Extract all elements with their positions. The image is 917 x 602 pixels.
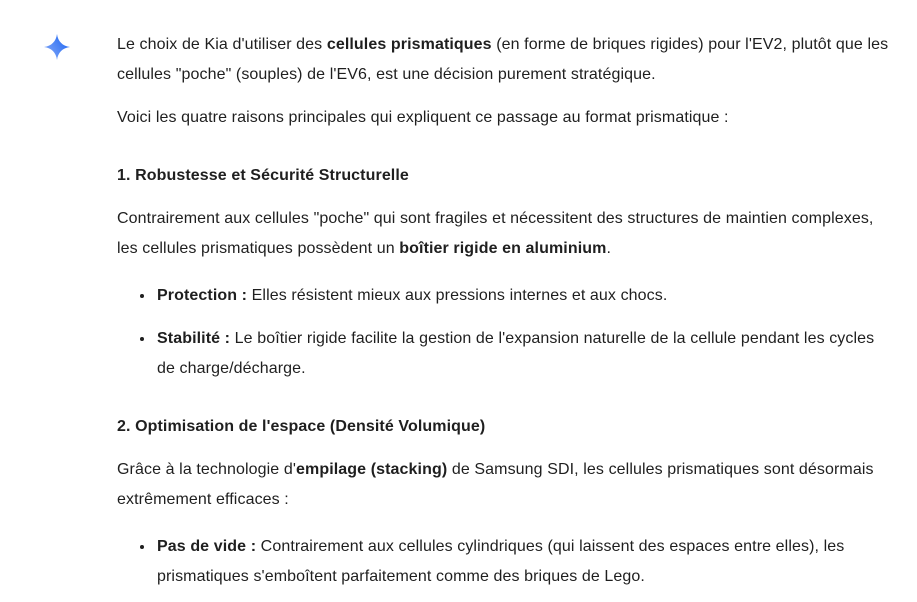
bold-text-run: Protection : xyxy=(157,287,248,304)
bold-text-run: Pas de vide : xyxy=(157,538,257,555)
bullet-list xyxy=(117,281,890,384)
text-run: Elles résistent mieux aux pressions internes et aux chocs. xyxy=(247,287,668,304)
bold-text-run: Stabilité : xyxy=(157,330,231,347)
list-item xyxy=(155,532,890,592)
text-run: Voici les quatre raisons principales qui expliquent ce passage au format prismatique : xyxy=(117,109,729,126)
text-run: Le choix de Kia d'utiliser des xyxy=(117,36,327,53)
bold-text-run: boîtier rigide en aluminium xyxy=(399,240,607,257)
list-item xyxy=(155,281,890,311)
text-run: Contrairement aux cellules cylindriques (qui laissent des espaces entre elles), les prismatiques s'emboîtent parfaitement comme des briques de Lego. xyxy=(157,538,845,585)
text-run: Grâce à la technologie d' xyxy=(117,461,296,478)
text-run: (en forme de briques rigides) pour l'EV2, plutôt que les cellules "poche" (souples) de l'EV6, est une décision purement stratégique. xyxy=(117,36,889,83)
bold-text-run: cellules prismatiques xyxy=(326,36,492,53)
bold-text-run: empilage (stacking) xyxy=(296,461,448,478)
gemini-sparkle-icon xyxy=(44,34,70,60)
text-run: Le boîtier rigide facilite la gestion de l'expansion naturelle de la cellule pendant les cycles de charge/décharge. xyxy=(157,330,875,377)
paragraph xyxy=(117,30,890,90)
message-content xyxy=(117,30,890,602)
text-run: . xyxy=(606,240,611,257)
paragraph xyxy=(117,455,890,515)
text-run: Contrairement aux cellules "poche" qui sont fragiles et nécessitent des structures de maintien complexes, les cellules prismatiques possèdent un xyxy=(117,210,874,257)
bullet-list xyxy=(117,532,890,592)
text-run: 2. Optimisation de l'espace (Densité Volumique) xyxy=(117,418,486,435)
list-item xyxy=(155,324,890,384)
text-run: 1. Robustesse et Sécurité Structurelle xyxy=(117,167,409,184)
text-run: de Samsung SDI, les cellules prismatiques sont désormais extrêmement efficaces : xyxy=(117,461,874,508)
paragraph xyxy=(117,204,890,264)
section-heading xyxy=(117,412,890,442)
paragraph xyxy=(117,103,890,133)
section-heading xyxy=(117,161,890,191)
